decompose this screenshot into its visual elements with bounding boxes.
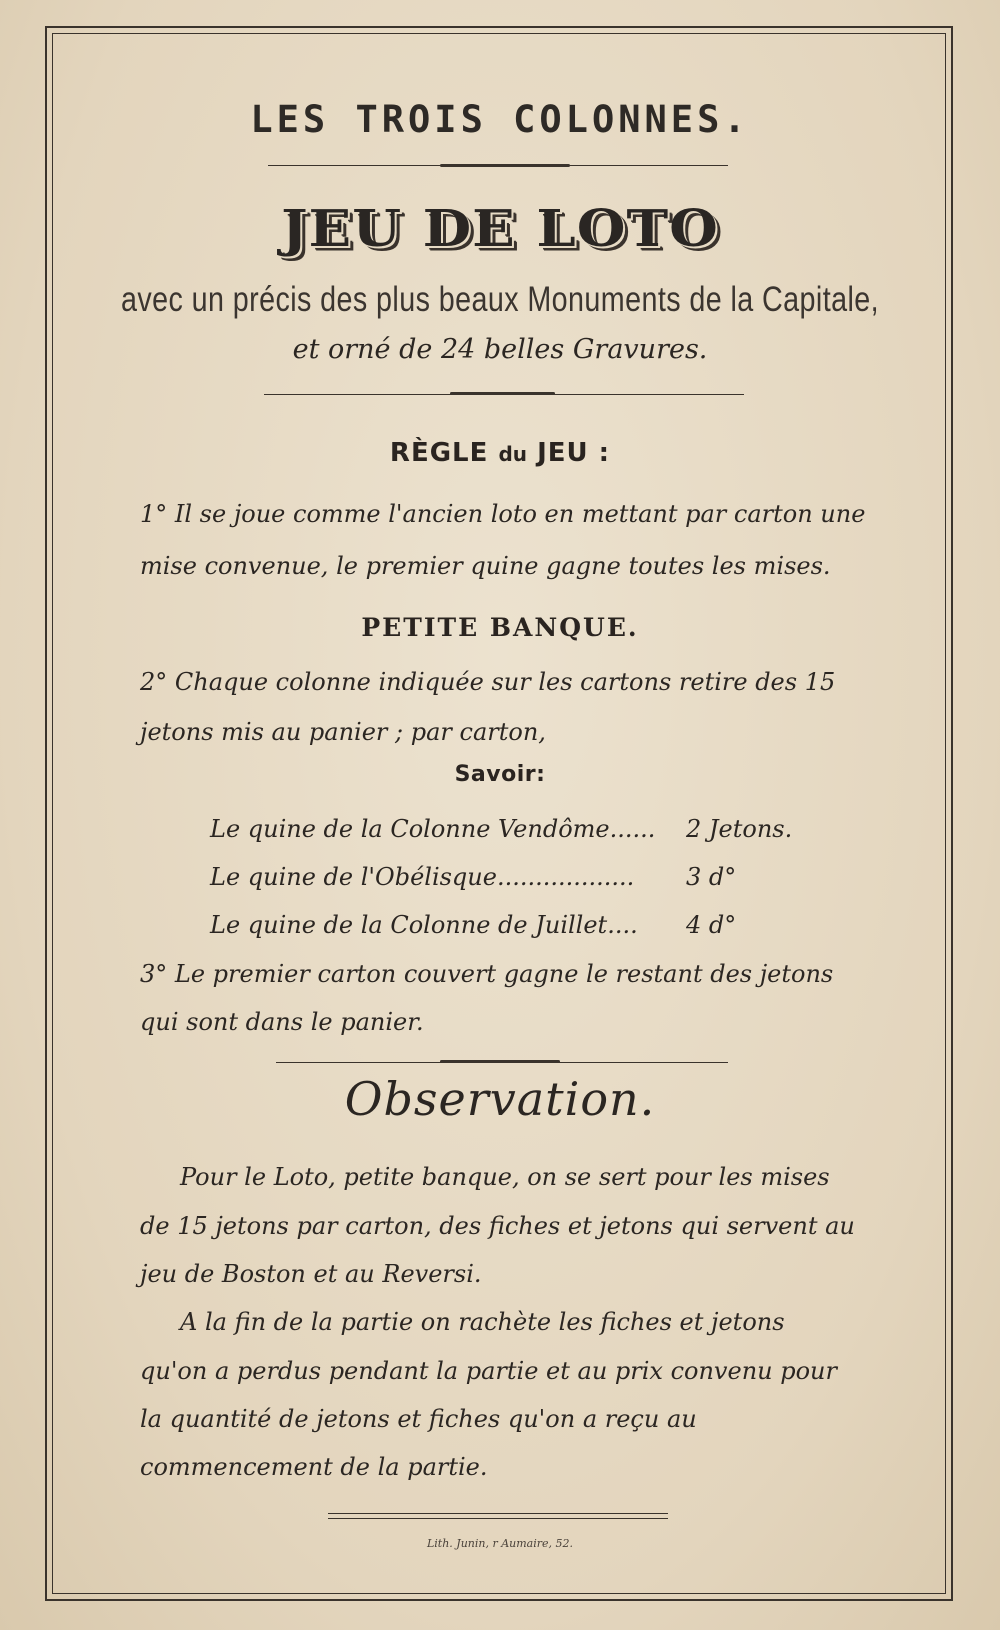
observation-p2-line1: A la fin de la partie on rachète les fiches et jetons [180,1308,785,1336]
imprint-divider-top [328,1513,668,1514]
subtitle-engravings: et orné de 24 belles Gravures. [292,334,708,365]
rule3-line2: qui sont dans le panier. [140,1008,424,1036]
rule2-line2: jetons mis au panier ; par carton, [140,718,546,746]
observation-p2-line4: commencement de la partie. [140,1453,488,1481]
payout-row-juillet [210,911,638,939]
subtitle-divider-ornament [450,392,555,395]
payout-row-obelisque [210,863,634,891]
payout-label: Le quine de la Colonne de Juillet [210,911,608,939]
observation-p1-line1: Pour le Loto, petite banque, on se sert pour les mises [180,1163,830,1191]
observation-p1-line3: jeu de Boston et au Reversi. [140,1260,482,1288]
payout-row-vendome [210,815,655,843]
observation-p1-line2: de 15 jetons par carton, des fiches et jetons qui servent au [140,1212,855,1240]
rule3-line1: 3° Le premier carton couvert gagne le restant des jetons [140,960,834,988]
payout-label: Le quine de l'Obélisque [210,863,497,891]
page-title: LES TROIS COLONNES. [250,98,750,141]
rule2-line1: 2° Chaque colonne indiquée sur les cartons retire des 15 [140,668,836,696]
observation-p2-line2: qu'on a perdus pendant la partie et au prix convenu pour [140,1357,837,1385]
observation-divider-ornament [440,1060,560,1063]
petite-banque-heading: PETITE BANQUE. [361,613,639,642]
payout-leader: ...... [609,815,656,843]
rules-heading-jeu: JEU : [537,438,611,468]
printer-imprint: Lith. Junin, r Aumaire, 52. [426,1537,574,1550]
payout-amount-obelisque: 3 d° [686,863,737,891]
rule1-line2: mise convenue, le premier quine gagne toutes les mises. [140,552,831,580]
payout-label: Le quine de la Colonne Vendôme [210,815,610,843]
rules-heading [0,438,1000,468]
observation-p2-line3: la quantité de jetons et fiches qu'on a reçu au [140,1405,697,1433]
imprint-divider-bottom [328,1518,668,1519]
rule1-line1: 1° Il se joue comme l'ancien loto en mettant par carton une [140,500,866,528]
payout-amount-juillet: 4 d° [686,911,737,939]
rules-heading-du: du [498,442,527,466]
title-divider-ornament [440,164,570,167]
payout-amount-vendome: 2 Jetons. [686,815,793,843]
payout-leader: .................. [496,863,635,891]
savoir-heading: Savoir: [454,762,546,787]
subtitle-monuments: avec un précis des plus beaux Monuments de la Capitale, [120,280,880,319]
game-title: JEU DE LOTO [281,199,719,259]
observation-heading: Observation. [344,1072,656,1126]
payout-leader: .... [607,911,638,939]
rules-heading-regle: RÈGLE [389,438,489,468]
